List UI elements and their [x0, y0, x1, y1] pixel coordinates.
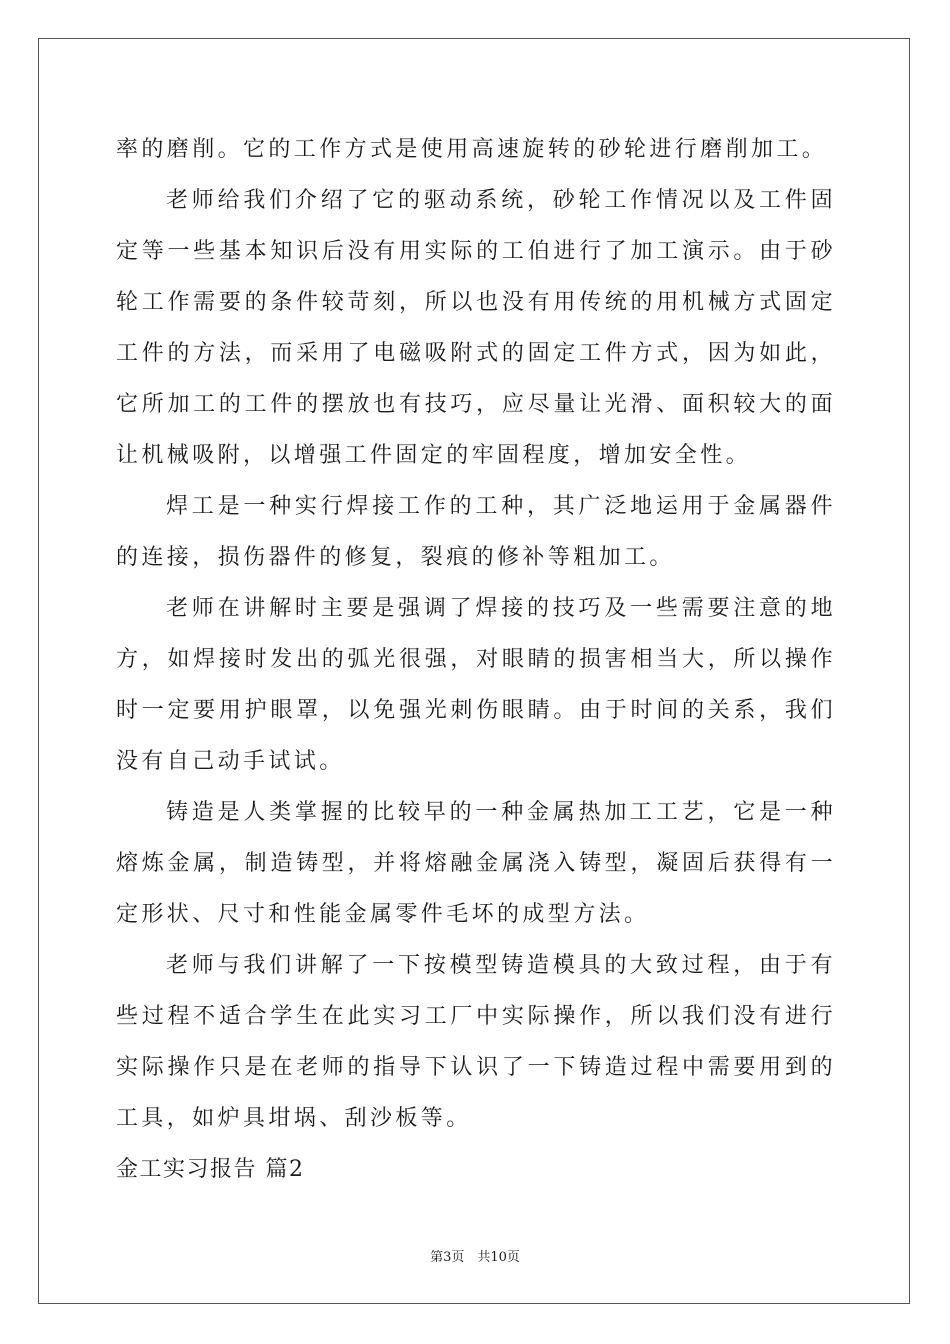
paragraph: 率的磨削。它的工作方式是使用高速旋转的砂轮进行磨削加工。 — [116, 137, 828, 162]
paragraph: 老师给我们介绍了它的驱动系统，砂轮工作情况以及工件固定等一些基本知识后没有用实际的工伯进行了加工演示。由于砂轮工作需要的条件较苛刻，所以也没有用传统的用机械方式固定工件的方法，而采用了电磁吸附式的固定工件方式，因为如此，它所加工的工件的摆放也有技巧，应尽量让光滑、面积较大的面让机械吸附，以增强工件固定的牢固程度，增加安全性。 — [116, 188, 836, 468]
paragraph: 老师在讲解时主要是强调了焊接的技巧及一些需要注意的地方，如焊接时发出的弧光很强，对眼睛的损害相当大，所以操作时一定要用护眼罩，以免强光刺伤眼睛。由于时间的关系，我们没有自己动手试试。 — [116, 596, 836, 774]
section-heading: 金工实习报告 篇2 — [116, 1157, 305, 1182]
paragraph: 老师与我们讲解了一下按模型铸造模具的大致过程，由于有些过程不适合学生在此实习工厂中实际操作，所以我们没有进行实际操作只是在老师的指导下认识了一下铸造过程中需要用到的工具，如炉具坩埚、刮沙板等。 — [116, 953, 836, 1131]
page-number-footer: 第3页 共10页 — [430, 1250, 520, 1265]
document-body — [116, 124, 836, 1195]
paragraph: 焊工是一种实行焊接工作的工种，其广泛地运用于金属器件的连接，损伤器件的修复，裂痕的修补等粗加工。 — [116, 494, 836, 570]
paragraph: 铸造是人类掌握的比较早的一种金属热加工工艺，它是一种熔炼金属，制造铸型，并将熔融金属浇入铸型，凝固后获得有一定形状、尺寸和性能金属零件毛坏的成型方法。 — [116, 800, 836, 927]
